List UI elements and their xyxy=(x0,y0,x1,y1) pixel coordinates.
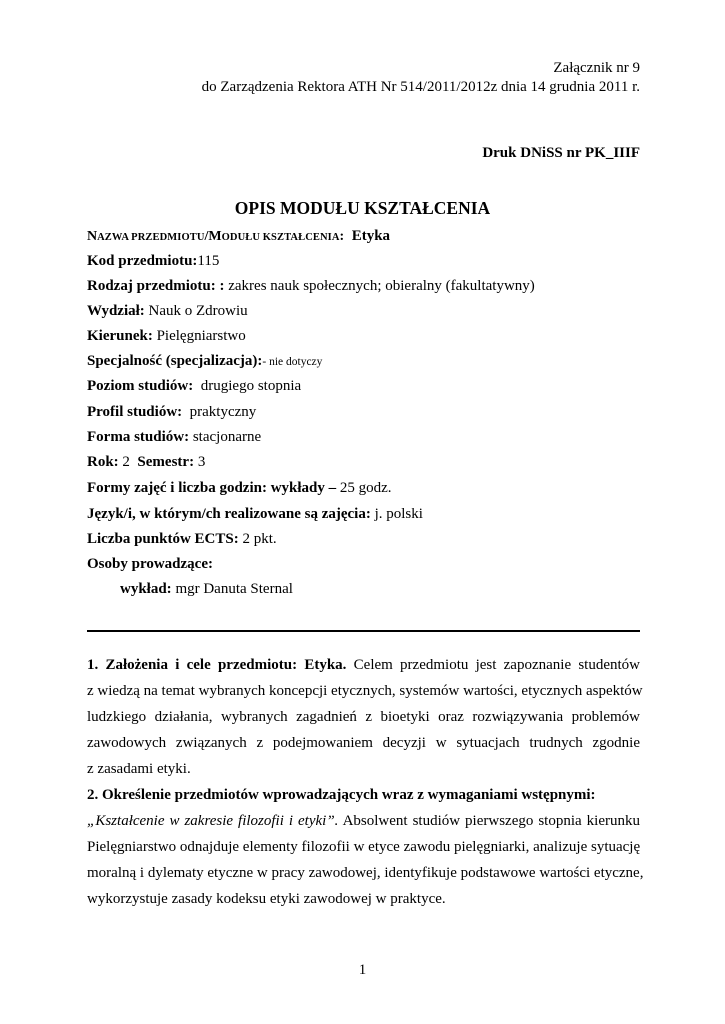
forma-value: stacjonarne xyxy=(192,429,262,445)
poziom-value: drugiego stopnia xyxy=(200,378,302,394)
jezyk-value: j. polski xyxy=(374,506,423,522)
jezyk-label: Język/i, w którym/ch realizowane są zajęcia: xyxy=(87,506,371,522)
meta-kierunek xyxy=(87,328,246,345)
ects-label: Liczba punktów ECTS: xyxy=(87,531,239,547)
wyklad-label: wykład: xyxy=(120,581,172,597)
kierunek-value: Pielęgniarstwo xyxy=(156,328,246,344)
section-2-line: moralną i dylematy etyczne w pracy zawodowej, identyfikuje podstawowe wartości etyczne, xyxy=(87,865,644,881)
nazwa-label-c2: /M xyxy=(204,229,222,244)
semestr-label: Semestr: xyxy=(137,454,195,470)
meta-jezyk xyxy=(87,506,423,523)
section-divider xyxy=(87,630,640,632)
section-1-line xyxy=(87,652,640,678)
specjalnosc-value: - nie dotyczy xyxy=(262,356,323,368)
section-2 xyxy=(87,782,644,912)
formy-label: Formy zajęć i liczba godzin: xyxy=(87,480,267,496)
section-1-text: Celem przedmiotu jest zapoznanie studentów xyxy=(353,657,640,673)
meta-profil xyxy=(87,404,256,421)
profil-label: Profil studiów: xyxy=(87,404,183,420)
section-1-line: zawodowych związanych z podejmowaniem decyzji w sytuacjach trudnych zgodnie xyxy=(87,735,640,751)
meta-kod xyxy=(87,253,219,270)
meta-wyklad xyxy=(120,581,293,598)
semestr-value: 3 xyxy=(197,454,206,470)
profil-value: praktyczny xyxy=(189,404,257,420)
section-2-heading xyxy=(87,782,640,808)
section-1-line: z wiedzą na temat wybranych koncepcji etycznych, systemów wartości, etycznych aspektów xyxy=(87,683,643,699)
formy-value: 25 godz. xyxy=(339,480,392,496)
ects-value: 2 pkt. xyxy=(242,531,277,547)
section-1 xyxy=(87,652,643,782)
section-2-line: Pielęgniarstwo odnajduje elementy filozofii w etyce zawodu pielęgniarki, analizuje sytuację xyxy=(87,839,641,855)
section-1-line: z zasadami etyki. xyxy=(87,761,191,777)
meta-ects xyxy=(87,531,277,548)
meta-nazwa xyxy=(87,228,390,245)
form-code: Druk DNiSS nr PK_IIIF xyxy=(482,145,640,161)
document-title: OPIS MODUŁU KSZTAŁCENIA xyxy=(234,198,491,218)
section-2-heading-text: 2. Określenie przedmiotów wprowadzających wraz z wymaganiami wstępnymi: xyxy=(87,787,596,803)
nazwa-label-c3: : xyxy=(339,229,345,244)
meta-poziom xyxy=(87,378,301,395)
page-number: 1 xyxy=(358,962,367,978)
nazwa-value: Etyka xyxy=(351,228,391,244)
formy-type: wykłady – xyxy=(270,480,337,496)
meta-rodzaj xyxy=(87,278,535,295)
forma-label: Forma studiów: xyxy=(87,429,190,445)
rodzaj-label: Rodzaj przedmiotu: : xyxy=(87,278,225,294)
rok-label: Rok: xyxy=(87,454,119,470)
rok-value: 2 xyxy=(122,454,130,470)
meta-rok xyxy=(87,454,205,471)
wydzial-value: Nauk o Zdrowiu xyxy=(148,303,248,319)
wyklad-value: mgr Danuta Sternal xyxy=(175,581,293,597)
regulation-reference: do Zarządzenia Rektora ATH Nr 514/2011/2012z dnia 14 grudnia 2011 r. xyxy=(201,79,640,95)
meta-osoby xyxy=(87,556,213,573)
section-2-text: Absolwent studiów pierwszego stopnia kierunku xyxy=(342,813,640,829)
meta-wydzial xyxy=(87,303,248,320)
attachment-number: Załącznik nr 9 xyxy=(553,60,640,76)
rodzaj-value: zakres nauk społecznych; obieralny (fakultatywny) xyxy=(228,278,535,294)
meta-specjalnosc xyxy=(87,353,322,370)
poziom-label: Poziom studiów: xyxy=(87,378,194,394)
wydzial-label: Wydział: xyxy=(87,303,145,319)
nazwa-label-s1: AZWA PRZEDMIOTU xyxy=(97,232,205,243)
kierunek-label: Kierunek: xyxy=(87,328,153,344)
specjalnosc-label: Specjalność (specjalizacja): xyxy=(87,353,263,369)
section-2-line xyxy=(87,808,640,834)
meta-formy xyxy=(87,480,392,497)
section-2-italic: „Kształcenie w zakresie filozofii i etyki”. xyxy=(87,813,339,829)
osoby-label: Osoby prowadzące: xyxy=(87,556,213,572)
kod-value: 115 xyxy=(197,253,220,269)
section-1-heading: 1. Założenia i cele przedmiotu: Etyka. xyxy=(87,657,347,673)
nazwa-label-s2: ODUŁU KSZTAŁCENIA xyxy=(221,232,340,243)
nazwa-label-c1: N xyxy=(87,229,98,244)
section-2-line: wykorzystuje zasady kodeksu etyki zawodowej w praktyce. xyxy=(87,891,446,907)
kod-label: Kod przedmiotu: xyxy=(87,253,198,269)
section-1-line: ludzkiego działania, wybranych zagadnień z bioetyki oraz rozwiązywania problemów xyxy=(87,709,640,725)
meta-forma xyxy=(87,429,261,446)
